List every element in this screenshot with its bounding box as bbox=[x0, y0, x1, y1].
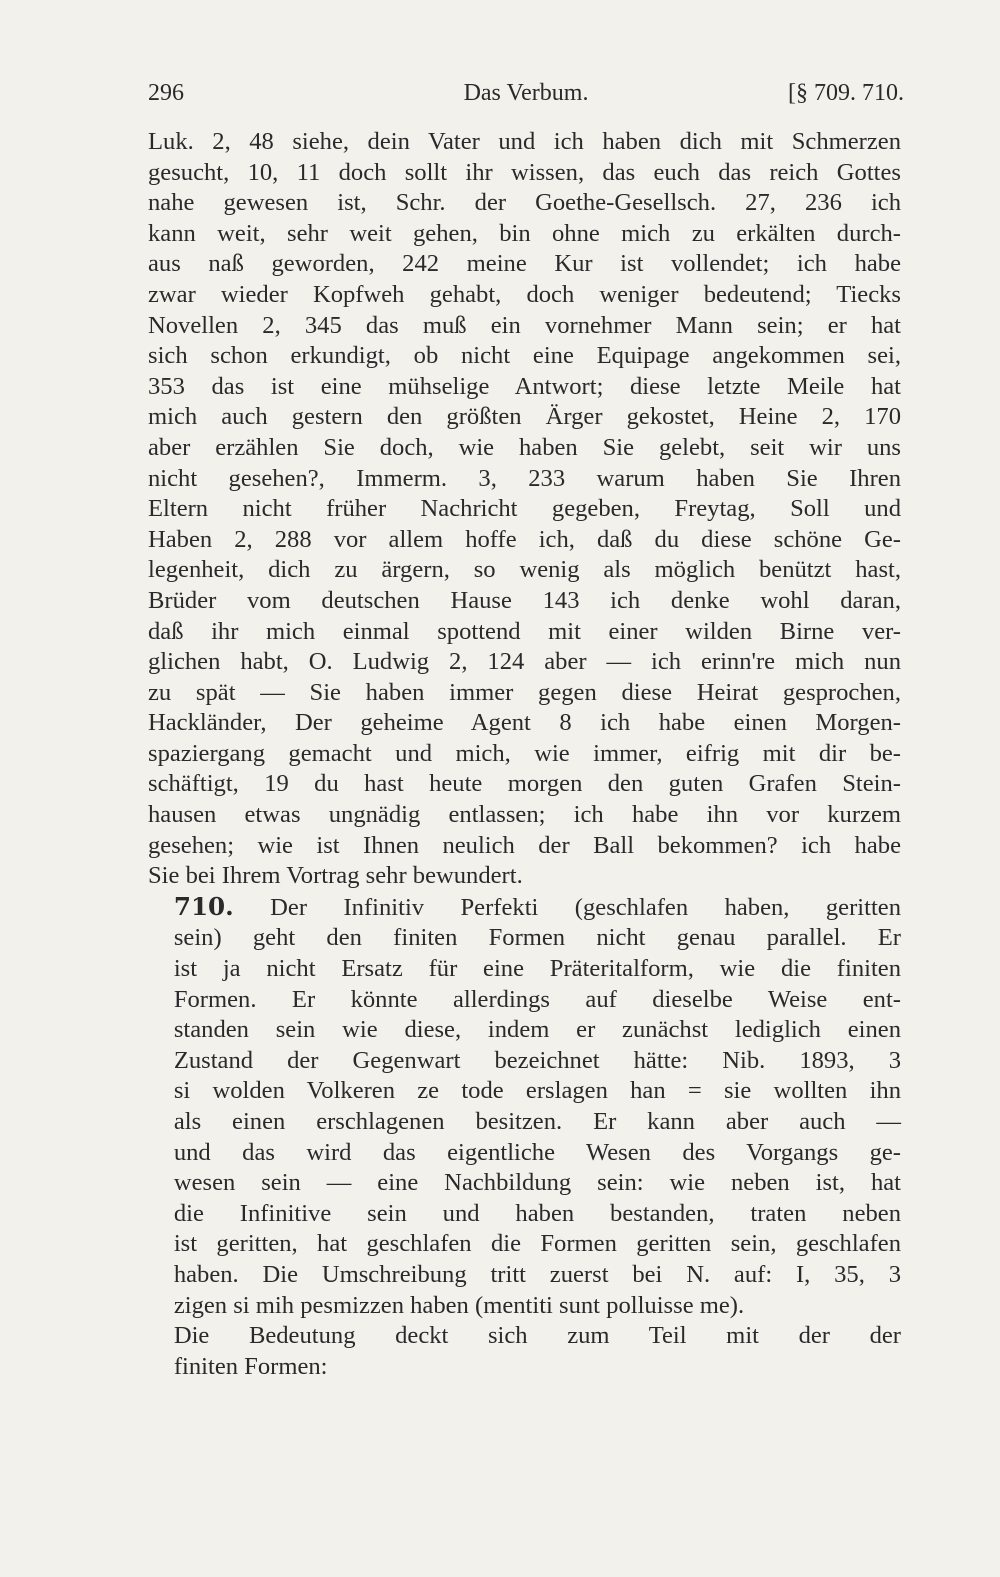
text-line: die Infinitive sein und haben bestanden, traten neben bbox=[173, 1199, 901, 1227]
text-line: zigen si mih pesmizzen haben (mentiti sunt polluisse me). bbox=[173, 1291, 745, 1319]
text-line: haben. Die Umschreibung tritt zuerst bei N. auf: I, 35, 3 bbox=[173, 1260, 901, 1288]
text-line: Sie bei Ihrem Vortrag sehr bewundert. bbox=[148, 862, 523, 890]
paragraph bbox=[148, 892, 901, 1321]
text-line: sich schon erkundigt, ob nicht eine Equipage angekommen sei, bbox=[148, 342, 901, 370]
paragraph bbox=[148, 1321, 901, 1382]
text-line: legenheit, dich zu ärgern, so wenig als möglich benützt hast, bbox=[148, 556, 901, 584]
text-line: nicht gesehen?, Immerm. 3, 233 warum haben Sie Ihren bbox=[148, 464, 901, 492]
section-number: 710. bbox=[173, 891, 234, 921]
text-line: und das wird das eigentliche Wesen des Vorgangs ge- bbox=[173, 1138, 901, 1166]
text-line: Eltern nicht früher Nachricht gegeben, Freytag, Soll und bbox=[148, 495, 901, 523]
text-line: aber erzählen Sie doch, wie haben Sie gelebt, seit wir uns bbox=[148, 433, 901, 461]
text-line: si wolden Volkeren ze tode erslagen han = sie wollten ihn bbox=[173, 1077, 901, 1105]
text-line: Hackländer, Der geheime Agent 8 ich habe einen Morgen- bbox=[148, 709, 901, 737]
text-line: schäftigt, 19 du hast heute morgen den guten Grafen Stein- bbox=[148, 770, 901, 798]
text-line: 710. Der Infinitiv Perfekti (geschlafen haben, geritten bbox=[173, 891, 901, 921]
text-line: Novellen 2, 345 das muß ein vornehmer Mann sein; er hat bbox=[148, 311, 901, 339]
text-line: glichen habt, O. Ludwig 2, 124 aber — ich erinn're mich nun bbox=[148, 648, 901, 676]
text-line: 353 das ist eine mühselige Antwort; diese letzte Meile hat bbox=[148, 372, 901, 400]
text-line: Formen. Er könnte allerdings auf dieselbe Weise ent- bbox=[173, 985, 901, 1013]
text-line: Brüder vom deutschen Hause 143 ich denke wohl daran, bbox=[148, 586, 901, 614]
text-line: ist geritten, hat geschlafen die Formen geritten sein, geschlafen bbox=[173, 1230, 901, 1258]
text-line: zwar wieder Kopfweh gehabt, doch weniger bedeutend; Tiecks bbox=[148, 280, 901, 308]
text-line: als einen erschlagenen besitzen. Er kann aber auch — bbox=[173, 1108, 901, 1135]
text-line: sein) geht den finiten Formen nicht genau parallel. Er bbox=[173, 924, 901, 952]
running-title: Das Verbum. bbox=[463, 80, 589, 106]
text-line: gesucht, 10, 11 doch sollt ihr wissen, das euch das reich Gottes bbox=[148, 158, 901, 186]
text-line: Die Bedeutung deckt sich zum Teil mit der der bbox=[173, 1322, 901, 1350]
text-line: ist ja nicht Ersatz für eine Präteritalform, wie die finiten bbox=[173, 955, 901, 983]
text-line: daß ihr mich einmal spottend mit einer wilden Birne ver- bbox=[148, 617, 901, 645]
text-line: hausen etwas ungnädig entlassen; ich habe ihn vor kurzem bbox=[148, 801, 901, 829]
text-line: zu spät — Sie haben immer gegen diese Heirat gesprochen, bbox=[148, 678, 901, 706]
text-line: wesen sein — eine Nachbildung sein: wie neben ist, hat bbox=[173, 1169, 901, 1197]
page-header bbox=[148, 76, 904, 110]
page-number: 296 bbox=[148, 80, 184, 106]
text-line: finiten Formen: bbox=[173, 1352, 328, 1380]
text-line: gesehen; wie ist Ihnen neulich der Ball bekommen? ich habe bbox=[148, 831, 901, 859]
section-reference: [§ 709. 710. bbox=[788, 80, 904, 106]
text-line: nahe gewesen ist, Schr. der Goethe-Gesellsch. 27, 236 ich bbox=[148, 189, 901, 217]
text-line: Luk. 2, 48 siehe, dein Vater und ich haben dich mit Schmerzen bbox=[148, 128, 901, 155]
text-line: spaziergang gemacht und mich, wie immer, eifrig mit dir be- bbox=[148, 739, 901, 767]
text-line: aus naß geworden, 242 meine Kur ist vollendet; ich habe bbox=[148, 250, 901, 278]
text-line: kann weit, sehr weit gehen, bin ohne mich zu erkälten durch- bbox=[148, 219, 901, 247]
text-line: Haben 2, 288 vor allem hoffe ich, daß du diese schöne Ge- bbox=[148, 525, 901, 553]
text-line: Zustand der Gegenwart bezeichnet hätte: Nib. 1893, 3 bbox=[173, 1046, 901, 1074]
text-line: standen sein wie diese, indem er zunächst lediglich einen bbox=[173, 1016, 901, 1044]
text-line: mich auch gestern den größten Ärger gekostet, Heine 2, 170 bbox=[148, 403, 901, 431]
paragraph bbox=[148, 127, 901, 892]
page-body bbox=[148, 127, 901, 1382]
